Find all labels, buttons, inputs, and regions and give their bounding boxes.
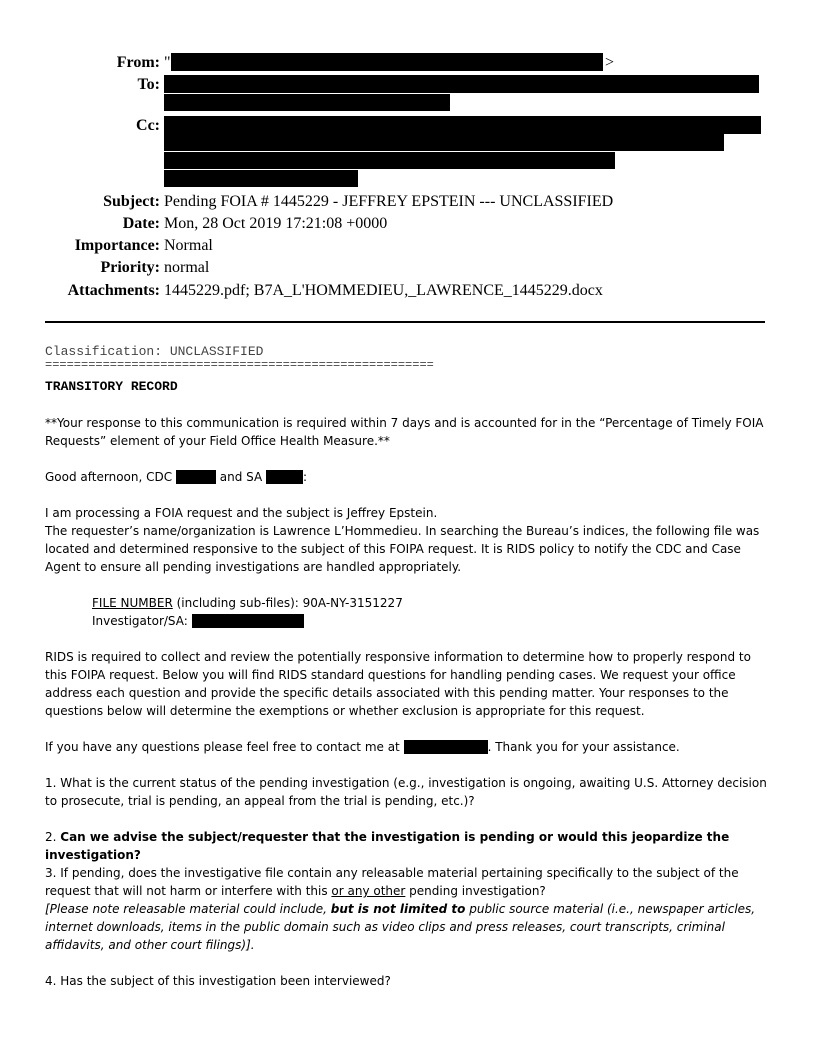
attachments-label: Attachments:: [67, 282, 160, 299]
cc-redaction-2: [164, 134, 724, 151]
file-number-block: [92, 594, 772, 630]
intro-line2: The requester’s name/organization is Lawrence L’Hommedieu. In searching the Bureau’s indices, the following file was located and determined responsive to the subject of this FOIPA request. It is RIDS policy to notify the CDC and Case Agent to ensure all pending investigations are handled appropriately.: [45, 524, 760, 574]
question-3-note-b: public source material (i.e., newspaper articles, internet downloads, items in the public domain such as video clips and press releases, court transcripts, criminal affidavits, and other court filings)].: [45, 902, 756, 952]
from-label: From:: [116, 54, 160, 71]
cc-redaction-4: [164, 170, 358, 187]
contact-text-b: . Thank you for your assistance.: [487, 740, 680, 754]
greeting-text-a: Good afternoon, CDC: [45, 470, 176, 484]
question-3-b: pending investigation?: [405, 884, 546, 898]
question-2-text: Can we advise the subject/requester that the investigation is pending or would this jeopardize the investigation?: [45, 830, 730, 862]
file-number-line: [92, 594, 772, 612]
importance-label: Importance:: [74, 237, 160, 254]
investigator-label: Investigator/SA:: [92, 614, 192, 628]
question-2-number: 2.: [45, 830, 61, 844]
question-3-text: [45, 864, 775, 900]
classification-line: Classification: UNCLASSIFIED: [45, 344, 264, 359]
notice-paragraph: **Your response to this communication is required within 7 days and is accounted for in the “Percentage of Timely FOIA Requests” element of your Field Office Health Measure.**: [45, 416, 764, 448]
question-2: [45, 828, 775, 864]
question-4: 4. Has the subject of this investigation been interviewed?: [45, 974, 391, 988]
rids-paragraph: RIDS is required to collect and review the potentially responsive information to determine how to properly respond to this FOIPA request. Below you will find RIDS standard questions for handling pending cases. We request your office address each question and provide the specific details associated with this pending matter. Your responses to the questions below will determine the exemptions or whether exclusion is appropriate for this request.: [45, 650, 751, 718]
to-redaction-1: [164, 75, 759, 93]
transitory-record: TRANSITORY RECORD: [45, 379, 178, 394]
file-number-rest: (including sub-files): 90A-NY-3151227: [172, 596, 403, 610]
attachments-value[interactable]: 1445229.pdf; B7A_L'HOMMEDIEU,_LAWRENCE_1445229.docx: [164, 282, 603, 299]
contact-text-a: If you have any questions please feel free to contact me at: [45, 740, 404, 754]
greeting: [45, 468, 775, 486]
to-label: To:: [137, 76, 160, 93]
subject-value: Pending FOIA # 1445229 - JEFFREY EPSTEIN --- UNCLASSIFIED: [164, 193, 614, 210]
file-number-label: FILE NUMBER: [92, 596, 173, 610]
cc-redaction-1: [164, 116, 761, 134]
separator-line: ======================================================: [45, 358, 434, 372]
subject-label: Subject:: [103, 193, 160, 210]
intro-line1: I am processing a FOIA request and the subject is Jeffrey Epstein.: [45, 506, 438, 520]
importance-value: Normal: [164, 237, 213, 254]
cc-redaction-3: [164, 152, 615, 169]
question-1: 1. What is the current status of the pending investigation (e.g., investigation is ongoing, awaiting U.S. Attorney decision to prosecute, trial is pending, an appeal from the trial is pending, etc.)?: [45, 776, 767, 808]
investigator-line: [92, 612, 772, 630]
header-divider: [45, 321, 765, 323]
priority-value: normal: [164, 259, 210, 276]
to-redaction-2: [164, 94, 450, 111]
from-quote: ": [164, 54, 171, 71]
question-3-a: 3. If pending, does the investigative file contain any releasable material pertaining specifically to the subject of the request that will not harm or interfere with this: [45, 866, 739, 898]
cc-label: Cc:: [136, 117, 160, 134]
question-3-note-bold: but is not limited to: [330, 902, 466, 916]
question-3-note: [45, 900, 775, 954]
greeting-redaction-sa: [266, 470, 303, 484]
greeting-text-c: :: [303, 470, 308, 484]
investigator-redaction: [192, 614, 304, 628]
from-end: >: [605, 54, 615, 71]
question-3-underline: or any other: [331, 884, 406, 898]
contact-paragraph: [45, 738, 775, 756]
greeting-redaction-cdc: [176, 470, 216, 484]
date-label: Date:: [122, 215, 160, 232]
date-value: Mon, 28 Oct 2019 17:21:08 +0000: [164, 215, 388, 232]
from-redaction: [171, 53, 603, 71]
priority-label: Priority:: [100, 259, 160, 276]
greeting-text-b: and SA: [215, 470, 267, 484]
question-3-note-a: [Please note releasable material could include,: [45, 902, 331, 916]
intro-paragraph: [45, 504, 775, 576]
question-3: [45, 864, 775, 954]
contact-redaction: [404, 740, 488, 754]
